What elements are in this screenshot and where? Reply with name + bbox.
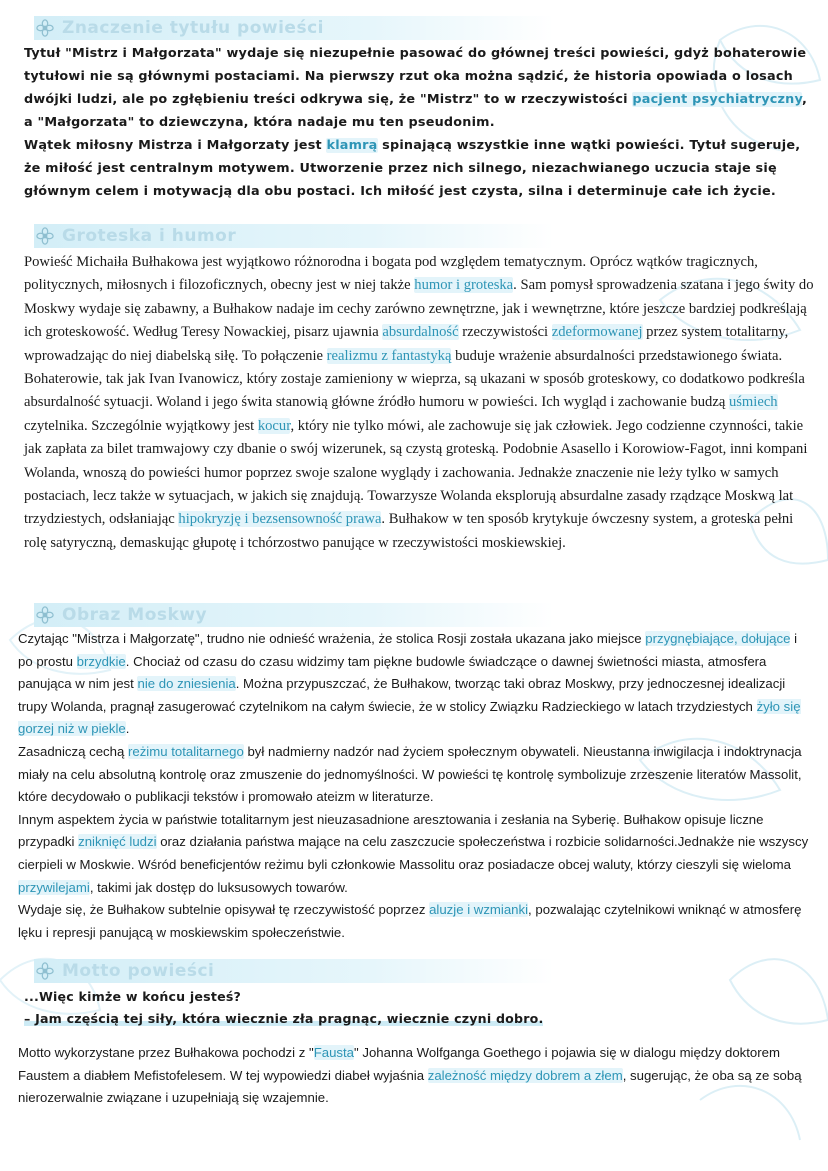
motto-answer-text: – Jam częścią tej siły, która wiecznie zła pragnąc, wiecznie czyni dobro. bbox=[24, 1011, 544, 1026]
highlighted-phrase: absurdalność bbox=[382, 324, 459, 341]
highlighted-phrase: aluzje i wzmianki bbox=[429, 902, 529, 918]
paragraph bbox=[18, 741, 814, 809]
highlighted-phrase: realizmu z fantastyką bbox=[326, 347, 452, 364]
highlighted-phrase: przygnębiające, dołujące bbox=[645, 631, 791, 646]
text-run: oraz działania państwa mające na celu zaszczucie społeczeństwa i rozbicie solidarności.Jednakże nie wszyscy cierpieli w Moskwie. Wśród beneficjentów reżimu byli członkowie Massolitu oraz posiadacze obcej waluty, którzy cieszyli się wieloma bbox=[18, 834, 809, 872]
section-body-moscow bbox=[18, 628, 814, 944]
highlighted-phrase: brzydkie bbox=[76, 653, 126, 669]
text-run: czytelnika. Szczególnie wyjątkowy jest bbox=[24, 417, 258, 434]
highlighted-phrase: Fausta bbox=[313, 1045, 355, 1060]
text-run: , pozwalając czytelnikowi wniknąć w atmosferę lęku i represji panującą w moskiewskim społeczeństwie. bbox=[18, 902, 802, 940]
paragraph bbox=[24, 42, 814, 134]
section-body-title-meaning bbox=[24, 42, 814, 203]
flower-icon bbox=[36, 19, 54, 37]
section-title: Obraz Moskwy bbox=[62, 605, 208, 625]
text-run: Wydaje się, że Bułhakow subtelnie opisywał tę rzeczywistość poprzez bbox=[18, 902, 430, 918]
paragraph bbox=[24, 251, 814, 555]
highlighted-phrase: pacjent psychiatryczny bbox=[632, 92, 803, 107]
text-run: i po prostu bbox=[18, 631, 798, 669]
text-run: Tytuł "Mistrz i Małgorzata" wydaje się niezupełnie pasować do głównej treści powieści, gdyż bohaterowie tytułowi nie są głównymi postaciami. Na pierwszy rzut oka można sądzić, że historia opowiada o losach dwójki ludzi, ale po zgłębieniu treści odkrywa się, że "Mistrz" to w rzeczywistości bbox=[24, 46, 807, 107]
paragraph bbox=[18, 1042, 814, 1110]
section-body-grotesque bbox=[24, 251, 814, 555]
text-run: . bbox=[125, 721, 130, 737]
text-run: przez system totalitarny, wprowadzając do niej diabelską siłę. To połączenie bbox=[24, 324, 789, 364]
section-heading-title-meaning bbox=[34, 16, 554, 40]
highlighted-phrase: hipokryzję i bezsensowność prawa bbox=[178, 511, 382, 528]
text-run: Wątek miłosny Mistrza i Małgorzaty jest bbox=[24, 138, 327, 153]
section-title: Znaczenie tytułu powieści bbox=[62, 18, 324, 38]
text-run: był nadmierny nadzór nad życiem społecznym obywateli. Nieustanna inwigilacja i indoktrynacja miały na celu absolutną kontrolę oraz zmuszenie do jednomyślności. W powieści tę kontrolę symbolizuje zrzeszenie literatów Massolit, które decydowało o publikacji tekstów i promowało ateizm w literaturze. bbox=[18, 743, 802, 805]
motto-line-answer bbox=[24, 1008, 814, 1030]
section-heading-motto bbox=[34, 959, 554, 983]
highlighted-phrase: przywilejami bbox=[18, 879, 90, 895]
text-run: Powieść Michaiła Bułhakowa jest wyjątkowo różnorodna i bogata pod względem tematycznym. Oprócz wątków tragicznych, politycznych, miłosnych i filozoficznych, obecny jest w niej także bbox=[24, 254, 758, 294]
flower-icon bbox=[36, 227, 54, 245]
text-run: spinającą wszystkie inne wątki powieści. Tytuł sugeruje, że miłość jest centralnym motywem. Utworzenie przez nich silnego, niezachwianego uczucia staje się głównym celem i motywacją dla obu postaci. Ich miłość jest czysta, silna i determinuje całe ich życie. bbox=[24, 138, 801, 199]
highlighted-phrase: humor i groteska bbox=[414, 277, 514, 294]
paragraph bbox=[18, 809, 814, 899]
highlighted-phrase: zależność między dobrem a złem bbox=[427, 1067, 623, 1083]
section-title: Groteska i humor bbox=[62, 226, 237, 246]
highlighted-phrase: uśmiech bbox=[728, 394, 778, 411]
paragraph bbox=[18, 628, 814, 741]
text-run: Motto wykorzystane przez Bułhakowa pochodzi z " bbox=[18, 1045, 314, 1060]
text-run: " Johanna Wolfganga Goethego i pojawia się w dialogu między doktorem Faustem a diabłem Mefistofelesem. W tej wypowiedzi diabeł wyjaśnia bbox=[18, 1045, 780, 1083]
highlighted-phrase: zdeformowanej bbox=[551, 324, 643, 341]
motto-line-question: ...Więc kimże w końcu jesteś? bbox=[24, 989, 242, 1004]
text-run: Innym aspektem życia w państwie totalitarnym jest nieuzasadnione aresztowania i zesłania na Syberię. Bułhakow opisuje liczne przypadki bbox=[18, 811, 764, 850]
text-run: buduje wrażenie absurdalności przedstawionego świata. Bohaterowie, tak jak Ivan Ivanowicz, który zostaje zamieniony w wieprza, są ukazani w sposób groteskowy, co dodatkowo podkreśla absurdalność sytuacji. Woland i jego świta stanowią główne źródło humoru w powieści. Ich wygląd i zachowanie budzą bbox=[24, 347, 805, 411]
highlighted-phrase: klamrą bbox=[326, 138, 378, 153]
section-heading-grotesque bbox=[34, 224, 554, 248]
motto-quote bbox=[24, 986, 814, 1030]
paragraph bbox=[24, 134, 814, 203]
highlighted-phrase: reżimu totalitarnego bbox=[127, 743, 244, 759]
text-run: Czytając "Mistrza i Małgorzatę", trudno nie odnieść wrażenia, że stolica Rosji została ukazana jako miejsce bbox=[18, 631, 646, 646]
text-run: . Sam pomysł sprowadzenia szatana i jego świty do Moskwy wydaje się zabawny, a Bułhakow nadaje im cechy zarówno zewnętrzne, jak i wewnętrzne, które jeszcze bardziej podkreślają ich groteskowość. Według Teresy Nowackiej, pisarz ujawnia bbox=[24, 277, 814, 341]
section-body-motto bbox=[18, 1042, 814, 1110]
text-run: , takimi jak dostęp do luksusowych towarów. bbox=[89, 879, 348, 895]
text-run: . Chociaż od czasu do czasu widzimy tam piękne budowle świadczące o dawnej świetności miasta, atmosfera panująca w nim jest bbox=[18, 653, 767, 692]
text-run: , który nie tylko mówi, ale zachowuje się jak człowiek. Jego codzienne czynności, takie jak zapłata za bilet tramwajowy czy dbanie o swój wizerunek, są czystą groteską. Podobnie Asasello i Korowiow-Fagot, inni kompani Wolanda, wnoszą do powieści humor poprzez swoje szalone wyglądy i zachowania. Jednakże znaczenie nie leży tylko w samych postaciach, lecz także w sytuacjach, w jakich się znajdują. Towarzysze Wolanda eksplorują absurdalne zasady rządzące Moskwą lat trzydziestych, odsłaniając bbox=[24, 417, 808, 528]
text-run: . Można przypuszczać, że Bułhakow, tworząc taki obraz Moskwy, przy jednoczesnej idealizacji trupy Wolanda, pragnął zasugerować czytelnikom na całym świecie, że w stolicy Związku Radzieckiego w latach trzydziestych bbox=[18, 676, 786, 714]
highlighted-phrase: żyło się gorzej niż w piekle bbox=[18, 698, 801, 737]
flower-icon bbox=[36, 962, 54, 980]
highlighted-phrase: kocur bbox=[257, 417, 291, 434]
section-title: Motto powieści bbox=[62, 961, 215, 981]
highlighted-phrase: zniknięć ludzi bbox=[78, 834, 157, 850]
flower-icon bbox=[36, 606, 54, 624]
highlighted-phrase: nie do zniesienia bbox=[137, 676, 236, 692]
text-run: , sugerując, że oba są ze sobą nierozerwalnie związane i uzupełniają się wzajemnie. bbox=[18, 1067, 802, 1106]
text-run: . Bułhakow w ten sposób krytykuje ówczesny system, a groteska pełni rolę satyryczną, demaskując głupotę i tchórzostwo panujące w rzeczywistości moskiewskiej. bbox=[24, 511, 794, 551]
text-run: , a "Małgorzata" to dziewczyna, która nadaje mu ten pseudonim. bbox=[24, 92, 808, 130]
paragraph bbox=[18, 899, 814, 944]
section-heading-moscow bbox=[34, 603, 554, 627]
text-run: Zasadniczą cechą bbox=[18, 743, 128, 759]
text-run: rzeczywistości bbox=[458, 324, 552, 341]
